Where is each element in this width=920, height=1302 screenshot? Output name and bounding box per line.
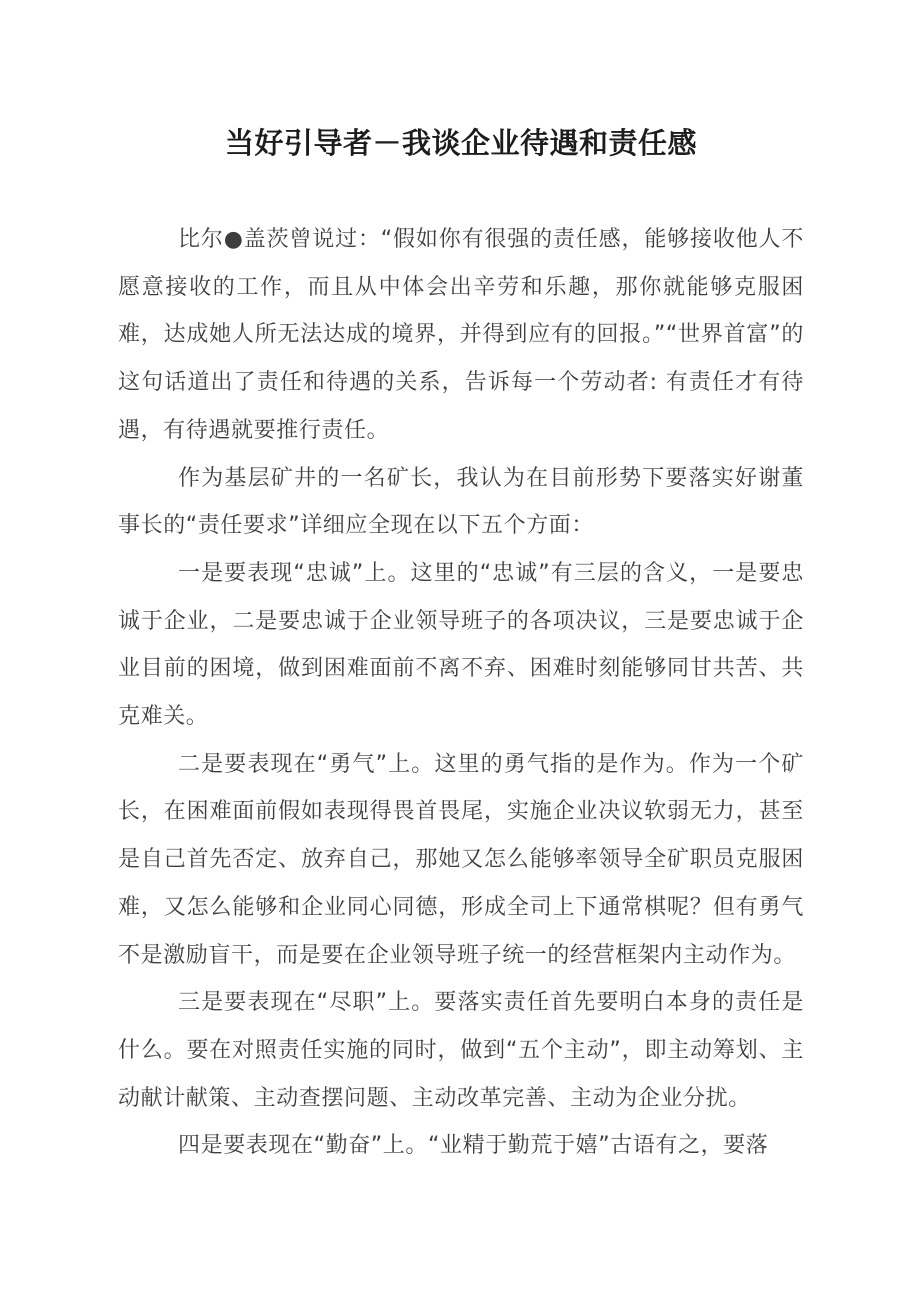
paragraph: 比尔●盖茨曾说过：“假如你有很强的责任感，能够接收他人不愿意接收的工作，而且从中体会出辛劳和乐趣，那你就能够克服困难，达成她人所无法达成的境界，并得到应有的回报。”“世界首富”的这句话道出了责任和待遇的关系，告诉每一个劳动者: 有责任才有待遇，有待遇就要推行责任。 (118, 227, 804, 443)
paragraph: 作为基层矿井的一名矿长，我认为在目前形势下要落实好谢董事长的“责任要求”详细应全现在以下五个方面： (118, 465, 804, 539)
paragraph: 一是要表现“忠诚”上。这里的“忠诚”有三层的含义，一是要忠诚于企业，二是要忠诚于企业领导班子的各项决议，三是要忠诚于企业目前的困境，做到困难面前不离不弃、困难时刻能够同甘共苦、共克难关。 (118, 560, 804, 730)
document-body (118, 216, 804, 1170)
document-title: 当好引导者－我谈企业待遇和责任感 (224, 126, 697, 160)
paragraph: 三是要表现在“尽职”上。要落实责任首先要明白本身的责任是什么。要在对照责任实施的同时，做到“五个主动”，即主动筹划、主动献计献策、主动查摆问题、主动改革完善、主动为企业分扰。 (118, 990, 804, 1111)
paragraph: 二是要表现在“勇气”上。这里的勇气指的是作为。作为一个矿长，在困难面前假如表现得畏首畏尾，实施企业决议软弱无力，甚至是自己首先否定、放弃自己，那她又怎么能够率领导全矿职员克服困难，又怎么能够和企业同心同德，形成全司上下通常棋呢？但有勇气不是激励盲干，而是要在企业领导班子统一的经营框架内主动作为。 (118, 751, 804, 968)
paragraph: 四是要表现在“勤奋”上。“业精于勤荒于嬉”古语有之，要落 (178, 1133, 769, 1159)
